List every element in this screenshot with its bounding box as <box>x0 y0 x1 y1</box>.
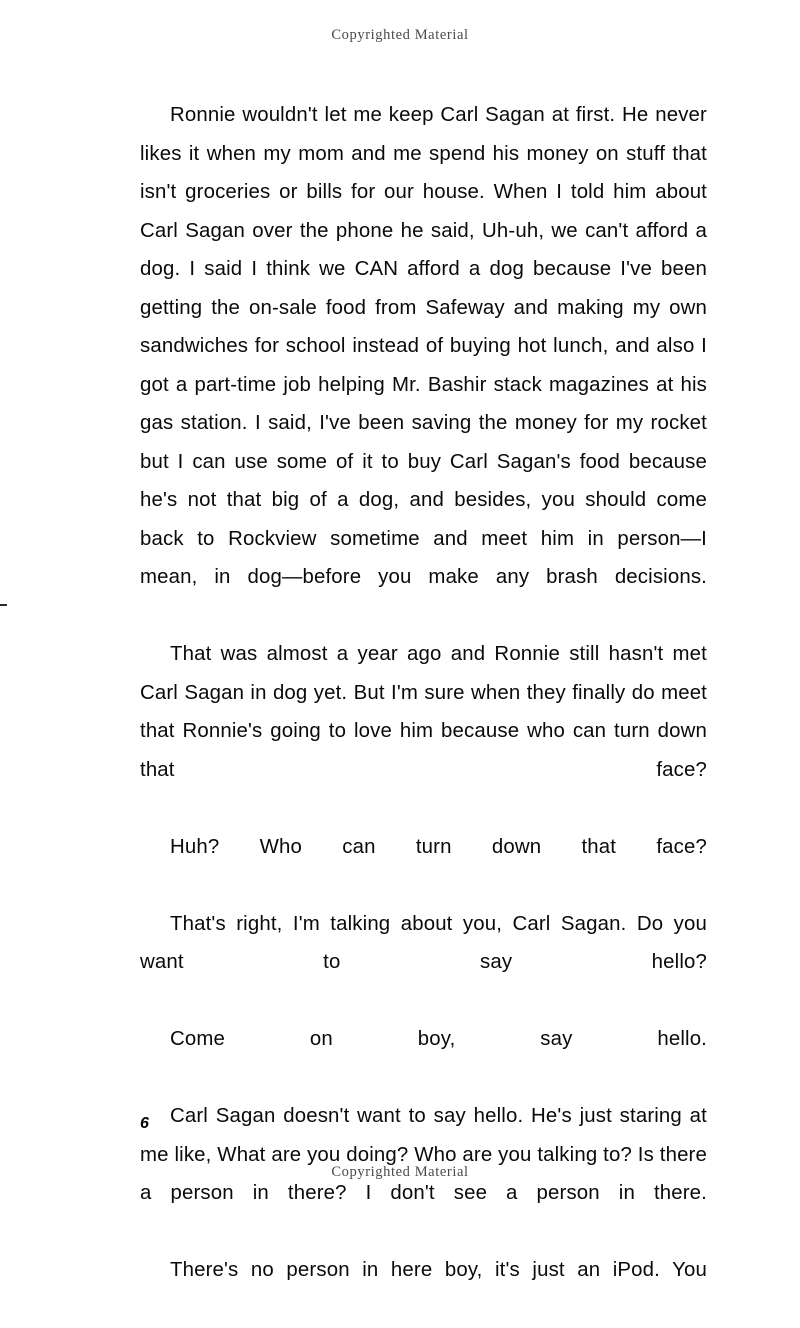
paragraph: That's right, I'm talking about you, Carl Sagan. Do you want to say hello? <box>140 912 707 973</box>
page-number: 6 <box>140 1115 149 1132</box>
body-text <box>140 96 707 1328</box>
copyright-watermark-bottom: Copyrighted Material <box>331 1164 469 1180</box>
paragraph: Come on boy, say hello. <box>170 1028 707 1050</box>
paragraph: That was almost a year ago and Ronnie still hasn't met Carl Sagan in dog yet. But I'm sure when they finally do meet that Ronnie's going to love him because who can turn down that face? <box>140 643 707 781</box>
paragraph: There's no person in here boy, it's just an iPod. You <box>170 1259 707 1281</box>
paragraph: Ronnie wouldn't let me keep Carl Sagan at first. He never likes it when my mom and me spend his money on stuff that isn't groceries or bills for our house. When I told him about Carl Sagan over the phone he said, Uh-uh, we can't afford a dog. I said I think we CAN afford a dog because I've been getting the on-sale food from Safeway and making my own sandwiches for school instead of buying hot lunch, and also I got a part-time job helping Mr. Bashir stack magazines at his gas station. I said, I've been saving the money for my rocket but I can use some of it to buy Carl Sagan's food because he's not that big of a dog, and besides, you should come back to Rockview sometime and meet him in person—I mean, in dog—before you make any brash decisions. <box>140 104 707 588</box>
paragraph: Carl Sagan doesn't want to say hello. He's just staring at me like, What are you doing? Who are you talking to? Is there a person in there? I don't see a person in there. <box>140 1105 707 1204</box>
copyright-watermark-top: Copyrighted Material <box>331 27 469 43</box>
paragraph: Huh? Who can turn down that face? <box>170 835 707 858</box>
page-edge-mark <box>0 604 7 606</box>
